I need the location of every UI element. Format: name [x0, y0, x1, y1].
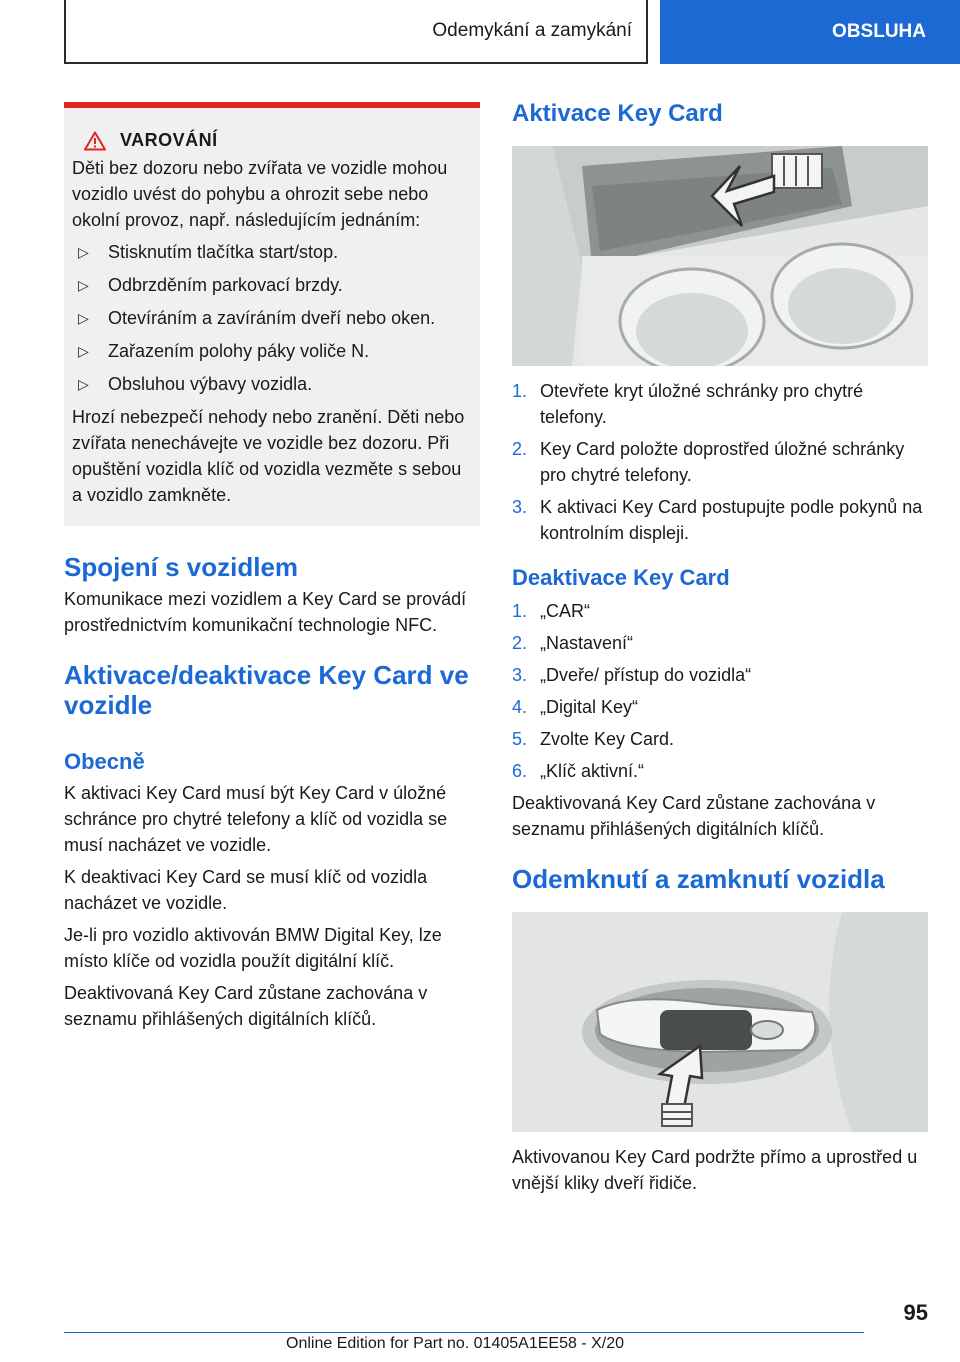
step-text: „CAR“: [540, 601, 590, 621]
activation-section-heading: Aktivace/deaktivace Key Card ve vozidle: [64, 660, 469, 720]
door-handle-illustration: [512, 912, 928, 1132]
activate-heading: Aktivace Key Card: [512, 100, 723, 127]
warning-intro: Děti bez dozoru nebo zvířata ve vozidle mohou vozidlo uvést do pohybu a ohrozit sebe nebo okolní provoz, např. následujícím jednáním:: [72, 158, 448, 230]
step-text: „Klíč aktivní.“: [540, 761, 645, 781]
warning-item: ▷ Stisknutím tlačítka start/stop.: [64, 239, 470, 265]
general-paragraph: K aktivaci Key Card musí být Key Card v úložné schránce pro chytré telefony a klíč od vozidla se musí nacházet ve vozidle.: [64, 783, 448, 855]
deactivate-step: [512, 598, 928, 624]
step-number: 5.: [512, 729, 528, 749]
deactivate-heading: Deaktivace Key Card: [512, 565, 730, 590]
deactivate-step: [512, 758, 928, 784]
step-number: 3.: [512, 665, 528, 685]
warning-item: ▷ Obsluhou výbavy vozidla.: [64, 371, 470, 397]
page-number: 95: [903, 1300, 928, 1325]
deactivate-step: [512, 694, 928, 720]
step-number: 2.: [512, 633, 528, 653]
step-text: „Nastavení“: [540, 633, 634, 653]
step-number: 6.: [512, 761, 528, 781]
warning-outro: Hrozí nebezpečí nehody nebo zranění. Děti nebo zvířata nenechávejte ve vozidle bez dozoru. Při opuštění vozidla klíč od vozidla vezměte s sebou a vozidlo zamkněte.: [72, 407, 465, 505]
right-column: [512, 100, 928, 1202]
deactivate-steps: [512, 598, 928, 784]
smartphone-tray-illustration: [512, 146, 928, 366]
deactivate-step: [512, 662, 928, 688]
connection-heading: Spojení s vozidlem: [64, 552, 299, 582]
general-paragraph: Deaktivovaná Key Card zůstane zachována v seznamu přihlášených digitálních klíčů.: [64, 983, 428, 1029]
step-text: Zvolte Key Card.: [540, 729, 675, 749]
general-subheading: Obecně: [64, 749, 145, 774]
activate-step: [512, 494, 928, 546]
running-header: [64, 0, 648, 64]
door-handle-figure: [512, 912, 928, 1132]
general-paragraph: Je-li pro vozidlo aktivován BMW Digital Key, lze místo klíče od vozidla použít digitální klíč.: [64, 925, 442, 971]
step-number: 3.: [512, 497, 528, 517]
unlock-text: Aktivovanou Key Card podržte přímo a uprostřed u vnější kliky dveří řidiče.: [512, 1147, 918, 1193]
warning-header: [64, 130, 470, 151]
unlock-heading: Odemknutí a zamknutí vozidla: [512, 864, 885, 894]
general-paragraph: K deaktivaci Key Card se musí klíč od vozidla nacházet ve vozidle.: [64, 867, 428, 913]
activate-steps: [512, 378, 928, 546]
warning-item: ▷ Otevíráním a zavíráním dveří nebo oken.: [64, 305, 470, 331]
warning-title: VAROVÁNÍ: [120, 130, 218, 150]
step-number: 1.: [512, 601, 528, 621]
chapter-tab[interactable]: [660, 0, 960, 64]
step-text: Key Card položte doprostřed úložné schránky pro chytré telefony.: [540, 439, 905, 485]
activate-step: [512, 436, 928, 488]
step-number: 4.: [512, 697, 528, 717]
connection-text: Komunikace mezi vozidlem a Key Card se provádí prostřednictvím komunikační technologie NFC.: [64, 589, 467, 635]
left-column: [64, 102, 480, 1038]
section-title: Odemykání a zamykání: [432, 20, 632, 41]
step-text: „Digital Key“: [540, 697, 639, 717]
step-text: K aktivaci Key Card postupujte podle pokynů na kontrolním displeji.: [540, 497, 923, 543]
activate-step: [512, 378, 928, 430]
deactivate-note: Deaktivovaná Key Card zůstane zachována v seznamu přihlášených digitálních klíčů.: [512, 793, 876, 839]
step-text: „Dveře/ přístup do vozidla“: [540, 665, 752, 685]
warning-triangle-icon: [84, 131, 106, 151]
step-text: Otevřete kryt úložné schránky pro chytré telefony.: [540, 381, 864, 427]
step-number: 2.: [512, 439, 528, 459]
step-number: 1.: [512, 381, 528, 401]
warning-item: ▷ Odbrzděním parkovací brzdy.: [64, 272, 470, 298]
edition-footer: Online Edition for Part no. 01405A1EE58 - X/20: [286, 1335, 624, 1352]
chapter-title: OBSLUHA: [832, 21, 926, 42]
deactivate-step: [512, 630, 928, 656]
footer-divider: [64, 1332, 864, 1333]
warning-list: [64, 239, 470, 397]
warning-box: [64, 102, 480, 526]
warning-item: ▷ Zařazením polohy páky voliče N.: [64, 338, 470, 364]
smartphone-tray-figure: [512, 146, 928, 366]
deactivate-step: [512, 726, 928, 752]
